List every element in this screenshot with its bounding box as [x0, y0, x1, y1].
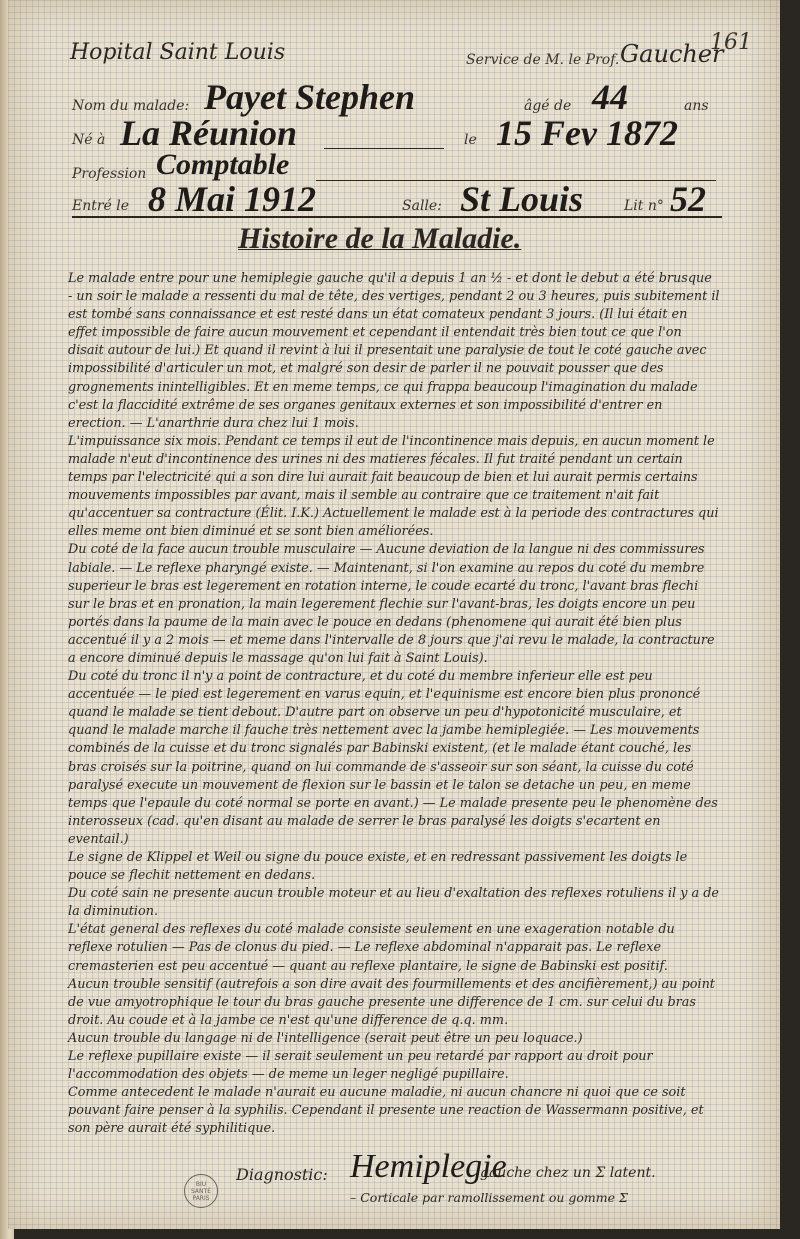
history-paragraph: Du coté sain ne presente aucun trouble moteur et au lieu d'exaltation des reflexes rotuliens il y a de la diminution. [68, 886, 719, 920]
professor-name: Gaucher [620, 40, 724, 68]
section-title: Histoire de la Maladie. [238, 222, 522, 255]
history-text [68, 270, 720, 1139]
history-paragraph: Aucun trouble du langage ni de l'intelligence (serait peut être un peu loquace.) [68, 1030, 583, 1046]
bed-label: Lit n° [624, 198, 664, 214]
age-label: âgé de [524, 98, 572, 114]
hospital-name: Hopital Saint Louis [70, 40, 286, 65]
history-paragraph: Du coté du tronc il n'y a point de contracture, et du coté du membre inferieur elle est peu accentuée — le pied est legerement en varus equin, et l'equinisme est encore bien plus prononcé quand le malade se tient debout. D'autre part on observe un peu d'hypotonicité musculaire, et quand le malade marche il fauche très nettement avec la jambe hemiplegiée. — Les mouvements combinés de la cuisse et du tronc signalés par Babinski existent, (et le malade étant couché, les bras croisés sur la poitrine, quand on lui commande de s'asseoir sur son séant, la cuisse du coté paralysé execute un mouvement de flexion sur le bassin et le talon se detache un peu, en meme temps que l'epaule du coté normal se porte en avant.) — Le malade presente peu le phenomène des interosseux (cad. qu'en disant au malade de serrer le bras paralysé les doigts s'ecartent en eventail.) [68, 669, 718, 847]
history-paragraph: Comme antecedent le malade n'aurait eu aucune maladie, ni aucun chancre ni quoi que ce soit pouvant faire penser à la syphilis. Cependant il presente une reaction de Wassermann positive, et son père aurait été syphilitique. [68, 1085, 704, 1137]
birthdate-label: le [464, 132, 477, 148]
history-paragraph: L'impuissance six mois. Pendant ce temps il eut de l'incontinence mais depuis, en aucun moment le malade n'eut d'incontinence des urines ni des matieres fécales. Il fut traité pendant un certain temps par l'electricité qui a son dire lui aurait fait beaucoup de bien et lui aurait permis certains mouvements impossibles par avant, mais il semble au contraire que ce traitement n'ait fait qu'accentuer sa contracture (Élit. I.K.) Actuellement le malade est à la periode des contractures qui elles meme ont bien diminué et se sont bien améliorées. [68, 433, 719, 540]
diagnosis-rest: gauche chez un Σ latent. [480, 1165, 656, 1181]
stamp-line: BIU [195, 1180, 207, 1188]
entry-date: 8 Mai 1912 [148, 179, 317, 219]
birthdate: 15 Fev 1872 [496, 113, 678, 153]
stamp-line: SANTÉ [191, 1187, 211, 1195]
patient-name: Payet Stephen [204, 77, 415, 117]
history-paragraph: L'état general des reflexes du coté malade consiste seulement en une exageration notable du reflexe rotulien — Pas de clonus du pied. — Le reflexe abdominal n'apparait pas. Le reflexe cremasterien est peu accentué — quant au reflexe plantaire, le signe de Babinski est positif. [68, 922, 675, 974]
birthplace-label: Né à [72, 132, 106, 148]
age-unit: ans [684, 98, 709, 114]
library-stamp [184, 1174, 218, 1208]
history-paragraph: Le reflexe pupillaire existe — il serait seulement un peu retardé par rapport au droit pour l'accommodation des objets — de meme un leger negligé pupillaire. [68, 1049, 653, 1083]
profession-label: Profession [72, 166, 147, 182]
page-number: 161 [710, 30, 752, 55]
diagnosis-label: Diagnostic: [236, 1165, 328, 1184]
birthplace-fill-line [324, 148, 444, 149]
name-label: Nom du malade: [72, 98, 190, 114]
ward-name: St Louis [460, 179, 584, 219]
service-label: Service de M. le Prof. [466, 52, 620, 68]
birthplace: La Réunion [120, 113, 298, 153]
bed-number: 52 [670, 179, 706, 219]
profession: Comptable [156, 148, 290, 181]
history-paragraph: Le malade entre pour une hemiplegie gauche qu'il a depuis 1 an ½ - et dont le debut a été brusque - un soir le malade a ressenti du mal de tête, des vertiges, pendant 2 ou 3 heures, puis subitement il est tombé sans connaissance et est resté dans un état comateux pendant 3 jours. (Il lui était en effet impossible de faire aucun mouvement et cependant il entendait très bien tout ce que l'on disait autour de lui.) Et quand il revint à lui il presentait une paralysie de tout le coté gauche avec impossibilité d'articuler un mot, et malgré son desir de parler il ne pouvait pousser que des grognements inintelligibles. Et en meme temps, ce qui frappa beaucoup l'imagination du malade c'est la flaccidité extrême de ses organes genitaux externes et son impossibilité d'entrer en erection. — L'anarthrie dura chez lui 1 mois. [68, 271, 720, 431]
document-page [8, 0, 780, 1229]
diagnosis-main: Hemiplegie [350, 1148, 507, 1185]
header-separator [72, 216, 722, 218]
patient-age: 44 [592, 77, 628, 117]
history-paragraph: Le signe de Klippel et Weil ou signe du pouce existe, et en redressant passivement les doigts le pouce se flechit nettement en dedans. [68, 850, 688, 884]
ward-label: Salle: [402, 198, 442, 214]
history-paragraph: Du coté de la face aucun trouble musculaire — Aucune deviation de la langue ni des commissures labiale. — Le reflexe pharyngé existe. — Maintenant, si l'on examine au repos du coté du membre superieur le bras est legerement en rotation interne, le coude ecarté du tronc, l'avant bras flechi sur le bras et en pronation, la main legerement flechie sur l'avant-bras, les doigts encore un peu portés dans la paume de la main avec le pouce en dedans (phenomene qui aurait été bien plus accentué il y a 2 mois — et meme dans l'intervalle de 8 jours que j'ai revu le malade, la contracture a encore diminué depuis le massage qu'on lui fait à Saint Louis). [68, 542, 715, 666]
entry-label: Entré le [72, 198, 130, 214]
history-paragraph: Aucun trouble sensitif (autrefois a son dire avait des fourmillements et des ancifièrement,) au point de vue amyotrophique le tour du bras gauche presente une difference de 1 cm. sur celui du bras droit. Au coude et à la jambe ce n'est qu'une difference de q.q. mm. [68, 976, 715, 1028]
diagnosis-sub: – Corticale par ramollissement ou gomme Σ [350, 1190, 628, 1205]
stamp-line: PARIS [192, 1194, 210, 1202]
